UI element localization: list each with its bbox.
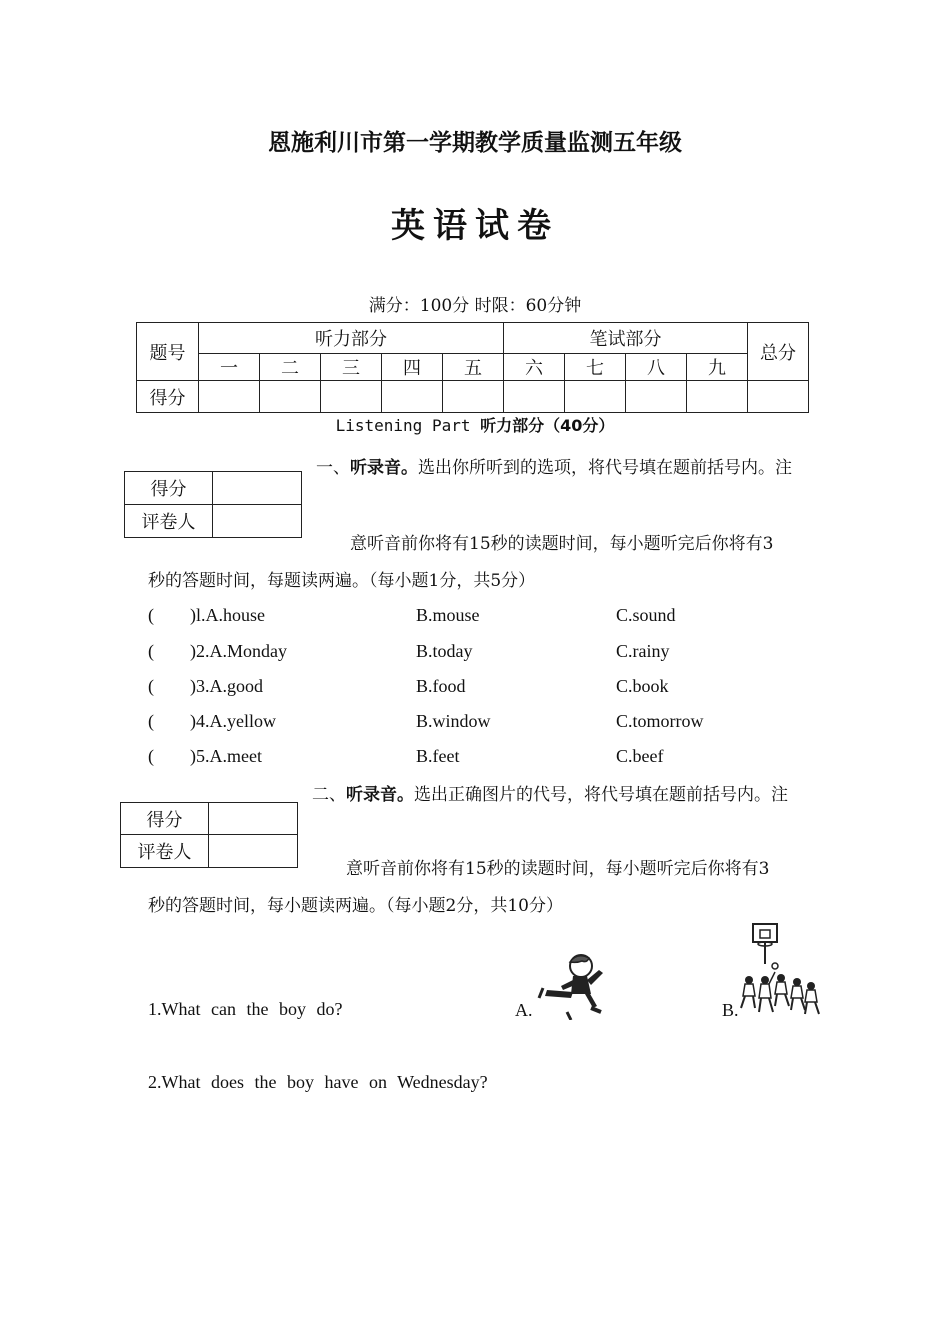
section1-instruction-line3: 秒的答题时间，每题读两遍。（每小题1分，共5分） bbox=[148, 571, 536, 591]
part-heading bbox=[0, 413, 950, 436]
exam-title: 恩施利川市第一学期教学质量监测五年级 bbox=[268, 130, 682, 156]
numeral-cell: 三 bbox=[321, 354, 382, 381]
numeral-cell: 五 bbox=[443, 354, 504, 381]
score-cell bbox=[199, 381, 260, 413]
total-header: 总分 bbox=[748, 323, 809, 381]
option-b: B.window bbox=[416, 711, 491, 731]
score-cell bbox=[260, 381, 321, 413]
option-b: B.today bbox=[416, 641, 473, 661]
grader-score-label: 得分 bbox=[125, 472, 213, 505]
score-cell bbox=[565, 381, 626, 413]
option-a: )5.A.meet bbox=[190, 746, 262, 766]
score-cell bbox=[321, 381, 382, 413]
writing-header: 笔试部分 bbox=[504, 323, 748, 354]
option-c: C.book bbox=[616, 676, 669, 696]
option-a: )4.A.yellow bbox=[190, 711, 276, 731]
option-c: C.rainy bbox=[616, 641, 670, 661]
grader-score-cell bbox=[213, 472, 302, 505]
numeral-cell: 六 bbox=[504, 354, 565, 381]
part-heading-zh: 听力部分（40分） bbox=[480, 416, 615, 435]
score-cell bbox=[626, 381, 687, 413]
subject-title: 英语试卷 bbox=[391, 206, 559, 246]
numeral-cell: 八 bbox=[626, 354, 687, 381]
section2-instruction-line1: 二、听录音。选出正确图片的代号，将代号填在题前括号内。注 bbox=[312, 785, 788, 805]
grader-name-label: 评卷人 bbox=[121, 835, 209, 868]
score-cell bbox=[687, 381, 748, 413]
numeral-cell: 四 bbox=[382, 354, 443, 381]
option-b: B.food bbox=[416, 676, 466, 696]
score-cell bbox=[504, 381, 565, 413]
score-cell bbox=[443, 381, 504, 413]
picture-option-b-label: B. bbox=[722, 1000, 739, 1020]
grader-name-label: 评卷人 bbox=[125, 505, 213, 538]
question-1: 1.What can the boy do? bbox=[148, 999, 343, 1019]
option-a: )2.A.Monday bbox=[190, 641, 287, 661]
score-row-label: 得分 bbox=[137, 381, 199, 413]
option-a: )3.A.good bbox=[190, 676, 263, 696]
option-c: C.beef bbox=[616, 746, 664, 766]
option-c: C.sound bbox=[616, 605, 676, 625]
listening-header: 听力部分 bbox=[199, 323, 504, 354]
option-b: B.feet bbox=[416, 746, 460, 766]
score-table bbox=[136, 322, 809, 413]
section1-instruction-line2: 意听音前你将有15秒的读题时间，每小题听完后你将有3 bbox=[350, 534, 774, 554]
grader-score-label: 得分 bbox=[121, 803, 209, 835]
grader-score-cell bbox=[209, 803, 298, 835]
numeral-cell: 二 bbox=[260, 354, 321, 381]
option-b: B.mouse bbox=[416, 605, 480, 625]
grader-box-2 bbox=[120, 802, 298, 868]
score-cell bbox=[748, 381, 809, 413]
part-heading-en: Listening Part bbox=[335, 416, 471, 435]
answer-paren[interactable]: ( bbox=[148, 641, 154, 661]
question-2: 2.What does the boy have on Wednesday? bbox=[148, 1072, 488, 1092]
section1-instruction-line1: 一、听录音。选出你所听到的选项，将代号填在题前括号内。注 bbox=[316, 458, 792, 478]
numeral-cell: 一 bbox=[199, 354, 260, 381]
exam-meta: 满分：100分 时限：60分钟 bbox=[368, 296, 582, 316]
option-c: C.tomorrow bbox=[616, 711, 704, 731]
answer-paren[interactable]: ( bbox=[148, 605, 154, 625]
answer-paren[interactable]: ( bbox=[148, 711, 154, 731]
option-a: )l.A.house bbox=[190, 605, 265, 625]
section2-instruction-line3: 秒的答题时间，每小题读两遍。（每小题2分，共10分） bbox=[148, 896, 563, 916]
grader-name-cell bbox=[209, 835, 298, 868]
section1-bold: 听录音。 bbox=[350, 458, 418, 478]
numeral-cell: 九 bbox=[687, 354, 748, 381]
answer-paren[interactable]: ( bbox=[148, 676, 154, 696]
answer-paren[interactable]: ( bbox=[148, 746, 154, 766]
row-label: 题号 bbox=[137, 323, 199, 381]
section2-instruction-line2: 意听音前你将有15秒的读题时间，每小题听完后你将有3 bbox=[346, 859, 770, 879]
grader-box-1 bbox=[124, 471, 302, 538]
grader-name-cell bbox=[213, 505, 302, 538]
picture-option-a-label: A. bbox=[515, 1000, 533, 1020]
kung-fu-boy-picture bbox=[537, 950, 609, 1020]
numeral-cell: 七 bbox=[565, 354, 626, 381]
basketball-picture bbox=[735, 922, 823, 1020]
section2-bold: 听录音。 bbox=[346, 785, 414, 805]
score-cell bbox=[382, 381, 443, 413]
